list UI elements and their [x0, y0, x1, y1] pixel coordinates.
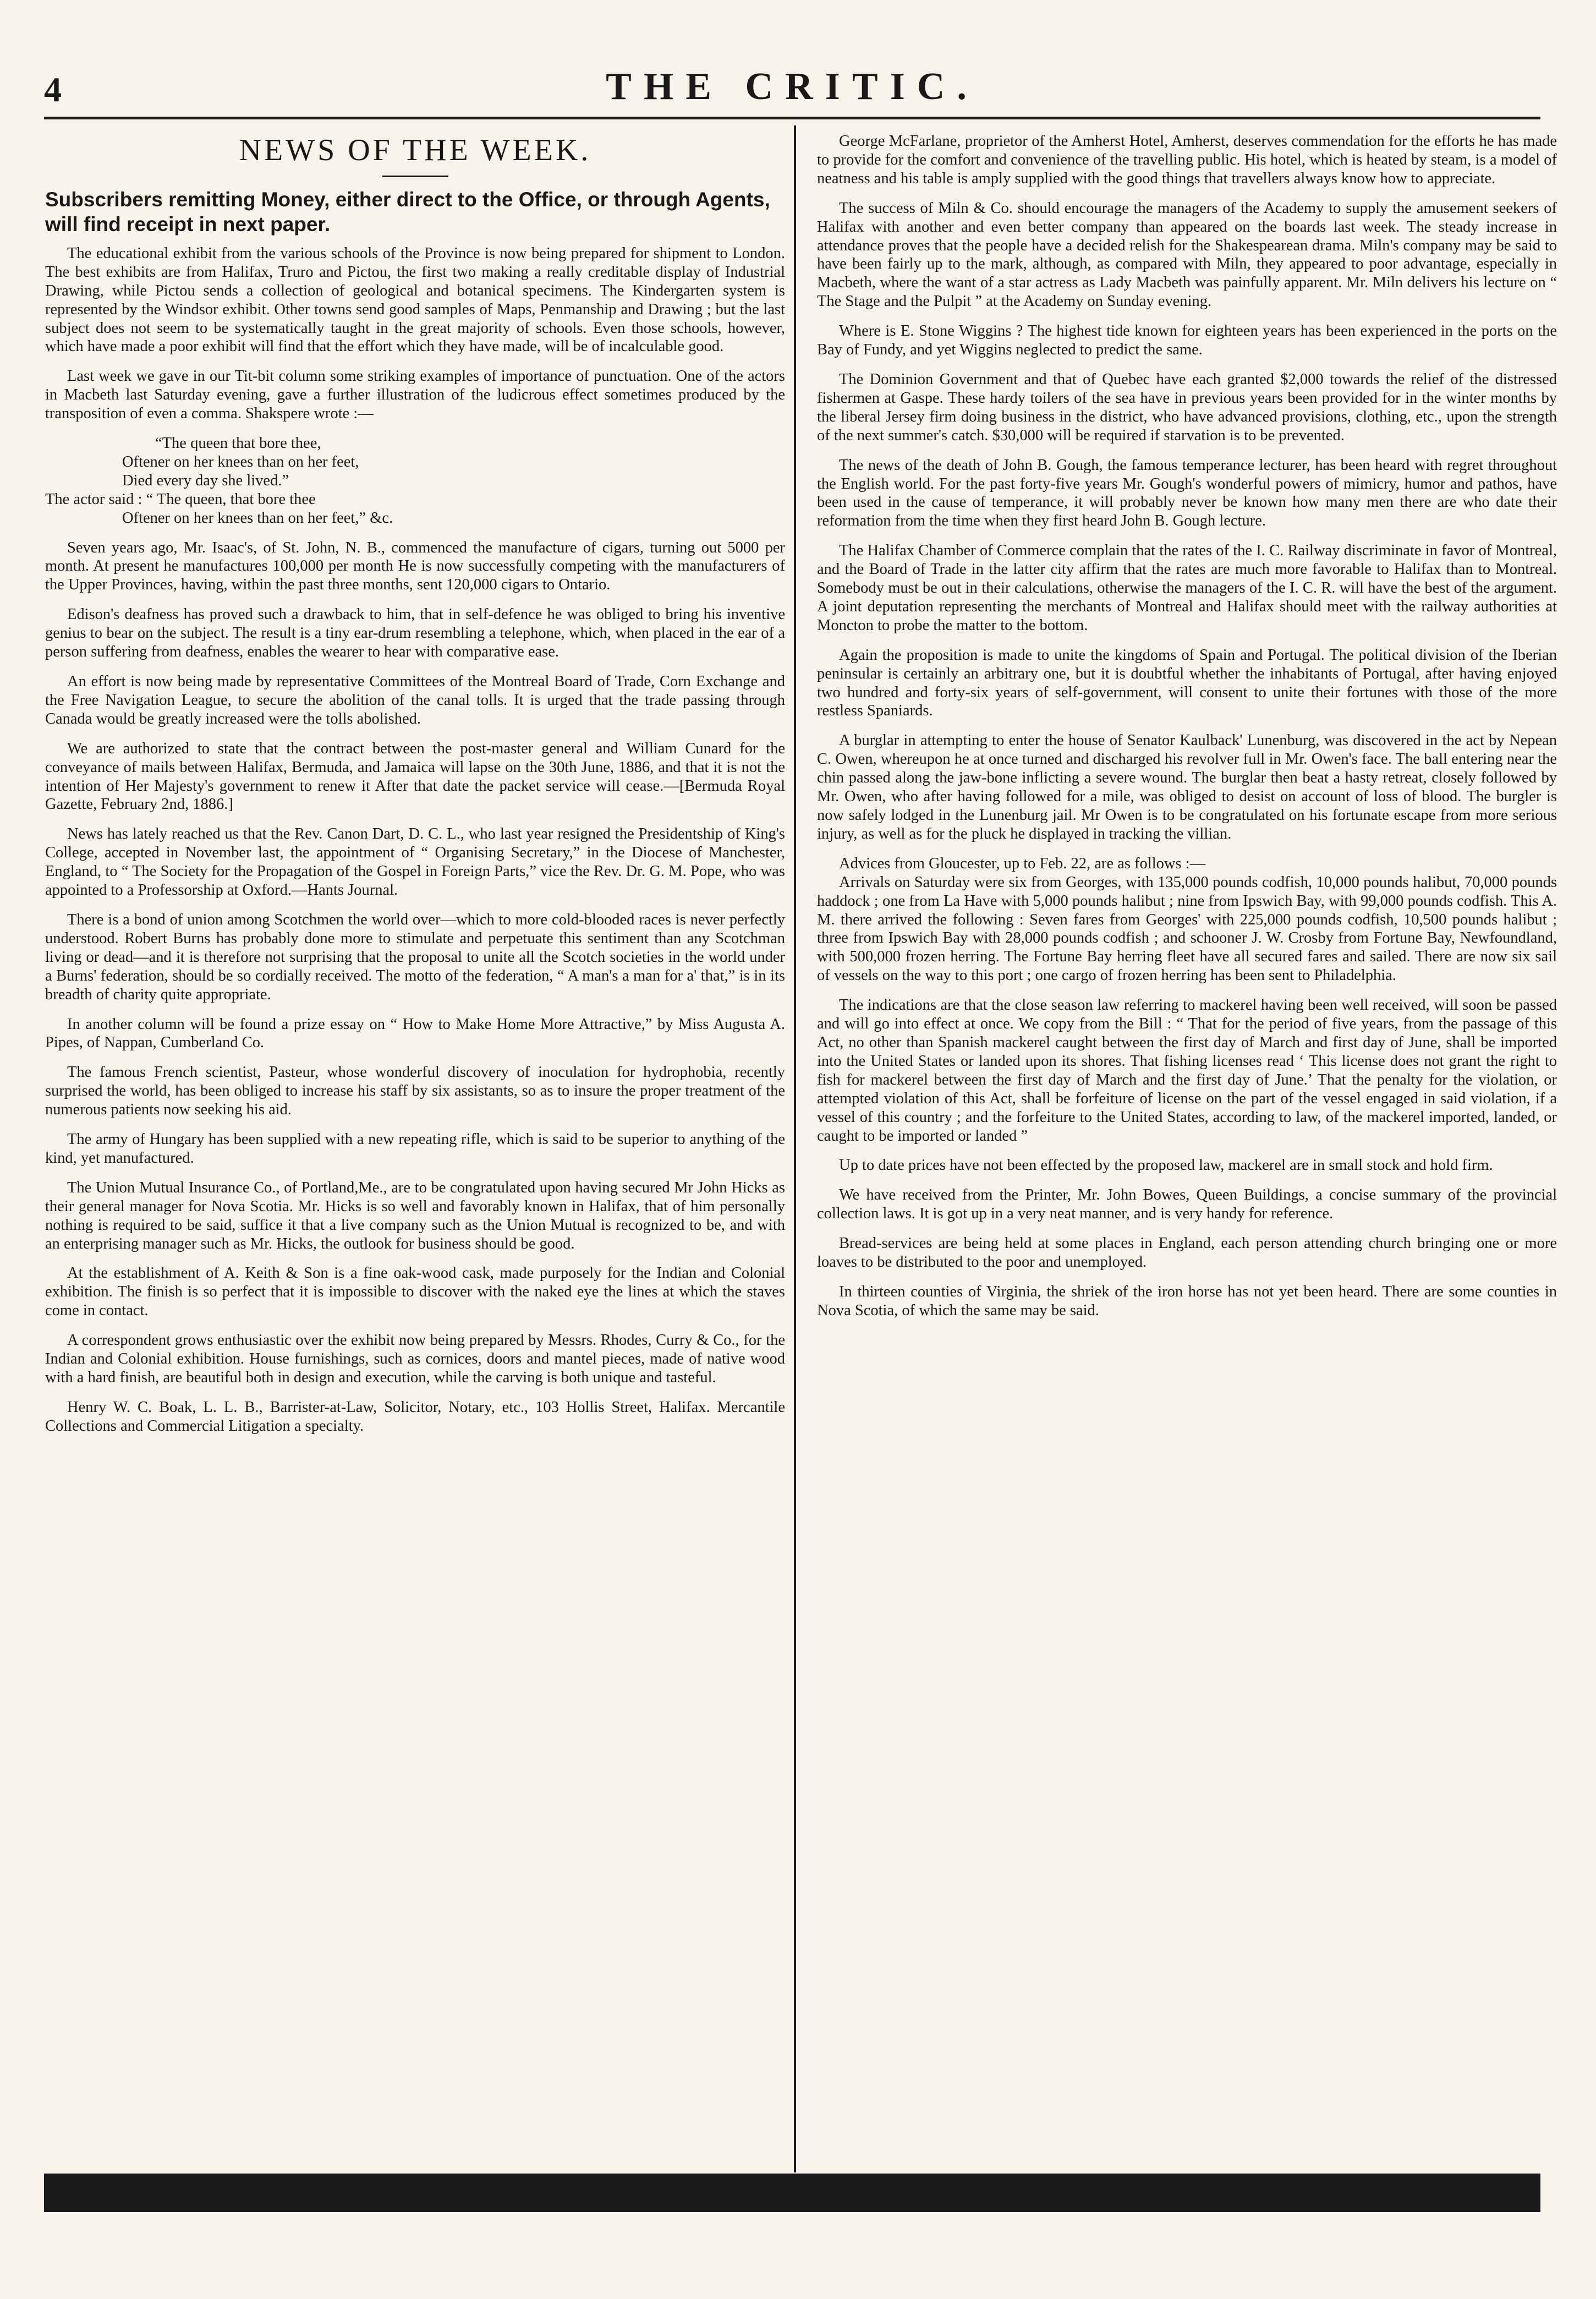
- verse-line: “The queen that bore thee,: [155, 435, 321, 452]
- masthead-title: THE CRITIC.: [606, 65, 979, 108]
- title-rule: [382, 176, 448, 177]
- article-mcfarlane-hotel: George McFarlane, proprietor of the Amherst Hotel, Amherst, deserves commendation for the efforts he has made to provide for the comfort and convenience of the travelling public. His hotel, which is heated by steam, is a model of neatness and his table is amply supplied with the good things that travellers always know how to appreciate.: [817, 133, 1557, 187]
- article-mackerel-law: The indications are that the close season law referring to mackerel having been well received, will soon be passed and will go into effect at once. We copy from the Bill : “ That for the period of five years, from the passage of this Act, no other than Spanish mackerel caught between the first day of March and first day of June, shall be imported into the United States or landed upon its shores. That fishing licenses read ‘ This license does not grant the right to fish for mackerel between the first day of March and the first day of June.’ That the penalty for the violation, or attempted violation of this Act, shall be forfeiture of license on the part of the vessel engaged in said violation, if a vessel of this country ; and the forfeiture to the United States, according to law, of the mackerel imported, landed, or caught to be imported or landed ”: [817, 997, 1557, 1145]
- article-gloucester-arrivals: Arrivals on Saturday were six from Georges, with 135,000 pounds codfish, 10,000 pounds halibut, 70,000 pounds haddock ; one from La Have with 5,000 pounds halibut ; nine from Ipswich Bay, with 99,000 pounds codfish. This A. M. there arrived the following : Seven fares from Georges' with 225,000 pounds codfish, 10,500 pounds halibut ; three from Ipswich Bay with 28,000 pounds codfish ; and schooner J. W. Crosby from Fortune Bay, Newfoundland, with 500,000 frozen herring. The Fortune Bay herring fleet have all secured fares and sailed. There are now six sail of vessels on the way to this port ; one cargo of frozen herring has been sent to Philadelphia.: [817, 873, 1557, 984]
- header-rule: [44, 117, 1540, 119]
- left-column: [45, 132, 785, 2168]
- article-prize-essay: In another column will be found a prize essay on “ How to Make Home More Attractive,” by Miss Augusta A. Pipes, of Nappan, Cumberland Co.: [45, 1015, 785, 1052]
- article-virginia: In thirteen counties of Virginia, the shriek of the iron horse has not yet been heard. There are some counties in Nova Scotia, of which the same may be said.: [817, 1283, 1557, 1319]
- footer-rule: [44, 2174, 1540, 2212]
- article-mail-contract: We are authorized to state that the contract between the post-master general and William Cunard for the conveyance of mails between Halifax, Bermuda, and Jamaica will lapse on the 30th June, 1886, and that it is not the intention of Her Majesty's government to renew it After that date the packet service will cease.—[Bermuda Royal Gazette, February 2nd, 1886.]: [45, 740, 785, 813]
- article-rhodes-curry: A correspondent grows enthusiastic over the exhibit now being prepared by Messrs. Rhodes, Curry & Co., for the Indian and Colonial exhibition. House furnishings, such as cornices, doors and mantel pieces, made of native wood with a hard finish, are beautiful both in design and execution, while the carving is both unique and tasteful.: [45, 1332, 785, 1386]
- article-burglar: A burglar in attempting to enter the house of Senator Kaulback' Lunenburg, was discovered in the act by Nepean C. Owen, whereupon he at once turned and discharged his revolver full in Mr. Owen's face. The ball entering near the chin passed along the jaw-bone inflicting a severe wound. The burglar then beat a hasty retreat, closely followed by Mr. Owen, who after having followed for a mile, was obliged to desist on account of loss of blood. The burgler is now safely lodged in the Lunenburg jail. Mr Owen is to be congratulated on his fortunate escape from more serious injury, as well as for the pluck he displayed in tracking the villian.: [817, 732, 1557, 842]
- gloucester-advices-heading: Advices from Gloucester, up to Feb. 22, are as follows :—: [839, 855, 1206, 872]
- quoted-verse: [45, 434, 785, 528]
- article-wiggins: Where is E. Stone Wiggins ? The highest tide known for eighteen years has been experienced in the ports on the Bay of Fundy, and yet Wiggins neglected to predict the same.: [817, 322, 1557, 359]
- article-keith-cask: At the establishment of A. Keith & Son is a fine oak-wood cask, made purposely for the Indian and Colonial exhibition. The finish is so perfect that it is impossible to discover with the naked eye the lines at which the staves come in contact.: [45, 1265, 785, 1320]
- article-punctuation: Last week we gave in our Tit-bit column some striking examples of importance of punctuation. One of the actors in Macbeth last Saturday evening, gave a further illustration of the ludicrous effect sometimes produced by the transposition of even a comma. Shakspere wrote :—: [45, 368, 785, 423]
- page-number: 4: [44, 70, 62, 109]
- column-divider: [794, 125, 796, 2172]
- article-chamber-of-commerce: The Halifax Chamber of Commerce complain that the rates of the I. C. Railway discriminate in favor of Montreal, and the Board of Trade in the latter city affirm that the rates are much more favorable to Halifax than to Montreal. Somebody must be out in their calculations, otherwise the managers of the I. C. R. will have the best of the argument. A joint deputation representing the merchants of Montreal and Halifax should meet with the railway authorities at Moncton to probe the matter to the bottom.: [817, 542, 1557, 634]
- verse-line: Died every day she lived.”: [122, 472, 289, 489]
- article-educational-exhibit: The educational exhibit from the various schools of the Province is now being prepared for shipment to London. The best exhibits are from Halifax, Truro and Pictou, the first two making a really creditable display of Industrial Drawing, while Pictou sends a collection of geological and botanical specimens. The Kindergarten system is represented by the Windsor exhibit. Other towns send good samples of Maps, Penmanship and Drawing ; but the last subject does not seem to be systematically taught in the great majority of schools. Even those schools, however, which have made a poor exhibit will find that the effort which they have made, will be of incalculable good.: [45, 244, 785, 355]
- article-scotchmen: There is a bond of union among Scotchmen the world over—which to more cold-blooded races is never perfectly understood. Robert Burns has probably done more to stimulate and perpetuate this sentiment than any Scotchman living or dead—and it is therefore not surprising that the proposal to unite all the Scotch societies in the world under a Burns' federation, should be so cordially received. The motto of the federation, “ A man's a man for a' that,” is in its breadth of charity quite appropriate.: [45, 911, 785, 1003]
- article-hungary-rifle: The army of Hungary has been supplied with a new repeating rifle, which is said to be superior to anything of the kind, yet manufactured.: [45, 1131, 785, 1167]
- verse-line: The actor said : “ The queen, that bore thee: [45, 490, 316, 508]
- advert-henry-boak: Henry W. C. Boak, L. L. B., Barrister-at-Law, Solicitor, Notary, etc., 103 Hollis Street, Halifax. Mercantile Collections and Commercial Litigation a specialty.: [45, 1398, 785, 1435]
- article-gaspe-relief: The Dominion Government and that of Quebec have each granted $2,000 towards the relief of the distressed fishermen at Gaspe. These hardy toilers of the sea have in previous years been provided for in the winter months by the liberal Jersey firm doing business in the district, who have advanced provisions, clothing, etc., upon the strength of the next summer's catch. $30,000 will be required if starvation is to be prevented.: [817, 370, 1557, 444]
- article-miln-company: The success of Miln & Co. should encourage the managers of the Academy to supply the amusement seekers of Halifax with another and even better company than appeared on the boards last week. The steady increase in attendance proves that the people have a decided relish for the Shakespearean drama. Miln's company may be said to have been fairly up to the mark, although, as compared with Miln, they appeared to poor advantage, especially in Macbeth, where the want of a star actress as Lady Macbeth was painfully apparent. Mr. Miln delivers his lecture on “ The Stage and the Pulpit ” at the Academy on Sunday evening.: [817, 199, 1557, 310]
- article-spain-portugal: Again the proposition is made to unite the kingdoms of Spain and Portugal. The political division of the Iberian peninsular is certainly an arbitrary one, but it is doubtful whether the inhabitants of Portugal, after having enjoyed two hundred and forty-six years of self-government, will consent to unite their fortunes with those of the more restless Spaniards.: [817, 646, 1557, 720]
- article-mackerel-prices: Up to date prices have not been effected by the proposed law, mackerel are in small stock and hold firm.: [839, 1157, 1493, 1174]
- verse-line: Oftener on her knees than on her feet,” &c.: [122, 509, 393, 527]
- section-title: NEWS OF THE WEEK.: [239, 133, 591, 167]
- article-edison: Edison's deafness has proved such a drawback to him, that in self-defence he was obliged to bring his inventive genius to bear on the subject. The result is a tiny ear-drum resembling a telephone, which, when placed in the ear of a person suffering from deafness, enables the wearer to hear with comparative ease.: [45, 606, 785, 661]
- right-column: [817, 132, 1557, 2168]
- article-cigars: Seven years ago, Mr. Isaac's, of St. John, N. B., commenced the manufacture of cigars, turning out 5000 per month. At present he manufactures 100,000 per month He is now successfully competing with the manufacturers of the Upper Provinces, having, within the past three months, sent 120,000 cigars to Ontario.: [45, 539, 785, 594]
- article-canal-tolls: An effort is now being made by representative Committees of the Montreal Board of Trade, Corn Exchange and the Free Navigation League, to secure the abolition of the canal tolls. It is urged that the trade passing through Canada would be greatly increased were the tolls abolished.: [45, 673, 785, 727]
- article-gough: The news of the death of John B. Gough, the famous temperance lecturer, has been heard with regret throughout the English world. For the past forty-five years Mr. Gough's wonderful powers of mimicry, humor and pathos, have been used in the cause of temperance, it will probably never be known how many men there are who date their reformation from the time when they first heard John B. Gough lecture.: [817, 456, 1557, 530]
- verse-line: Oftener on her knees than on her feet,: [122, 453, 359, 470]
- article-collection-laws: We have received from the Printer, Mr. John Bowes, Queen Buildings, a concise summary of the provincial collection laws. It is got up in a very neat manner, and is very handy for reference.: [817, 1186, 1557, 1223]
- article-union-mutual: The Union Mutual Insurance Co., of Portland,Me., are to be congratulated upon having secured Mr John Hicks as their general manager for Nova Scotia. Mr. Hicks is so well and favorably known in Halifax, that of him personally nothing is required to be said, suffice it that a live company such as the Union Mutual is recognized to be, and with an enterprising manager such as Mr. Hicks, the outlook for business should be good.: [45, 1179, 785, 1252]
- subscription-notice: Subscribers remitting Money, either direct to the Office, or through Agents, will find receipt in next paper.: [45, 188, 770, 236]
- article-bread-services: Bread-services are being held at some places in England, each person attending church bringing one or more loaves to be distributed to the poor and unemployed.: [817, 1235, 1557, 1271]
- page-header: [44, 65, 1540, 114]
- article-pasteur: The famous French scientist, Pasteur, whose wonderful discovery of inoculation for hydrophobia, recently surprised the world, has been obliged to increase his staff by six assistants, so as to insure the proper treatment of the numerous patients now seeking his aid.: [45, 1064, 785, 1119]
- article-canon-dart: News has lately reached us that the Rev. Canon Dart, D. C. L., who last year resigned the Presidentship of King's College, accepted in November last, the appointment of “ Organising Secretary,” in the Diocese of Manchester, England, to “ The Society for the Propagation of the Gospel in Foreign Parts,” vice the Rev. Dr. G. M. Pope, who was appointed to a Professorship at Oxford.—Hants Journal.: [45, 825, 785, 899]
